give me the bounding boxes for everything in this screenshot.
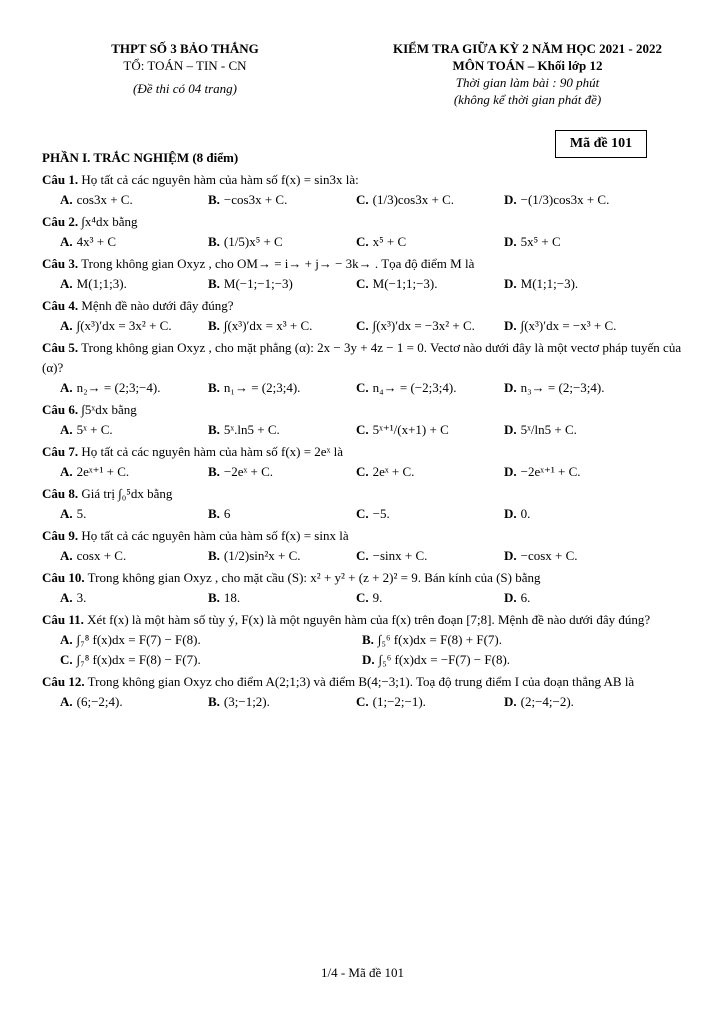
- option-text: ∫(x³)′dx = −3x² + C.: [372, 318, 475, 333]
- question-label: Câu 10.: [42, 570, 85, 585]
- option-text: cosx + C.: [76, 548, 127, 563]
- option-text: n₃→ = (2;−3;4).: [520, 380, 605, 395]
- option-label: C.: [356, 318, 369, 333]
- option-text: M(−1;1;−3).: [372, 276, 438, 291]
- answer-option: [60, 546, 208, 566]
- option-label: D.: [504, 234, 517, 249]
- question-11: [42, 610, 682, 670]
- option-text: 5ˣ.ln5 + C.: [223, 422, 280, 437]
- option-label: C.: [356, 694, 369, 709]
- answer-option: [504, 420, 652, 440]
- option-label: D.: [504, 590, 517, 605]
- answer-option: [60, 462, 208, 482]
- question-label: Câu 6.: [42, 402, 79, 417]
- school-name: THPT SỐ 3 BẢO THẮNG: [111, 41, 259, 56]
- answer-option: [362, 650, 664, 670]
- question-text: Họ tất cả các nguyên hàm của hàm số f(x) = 2eˣ là: [81, 444, 343, 459]
- option-label: A.: [60, 694, 73, 709]
- option-label: A.: [60, 276, 73, 291]
- option-text: (3;−1;2).: [223, 694, 270, 709]
- option-text: 3.: [76, 590, 87, 605]
- option-label: A.: [60, 422, 73, 437]
- option-label: C.: [356, 422, 369, 437]
- option-label: D.: [504, 380, 517, 395]
- option-label: A.: [60, 464, 73, 479]
- answer-option: [60, 274, 208, 294]
- option-text: 5x⁵ + C: [520, 234, 561, 249]
- answer-options: [42, 316, 682, 336]
- option-text: 2eˣ + C.: [372, 464, 415, 479]
- question-label: Câu 9.: [42, 528, 79, 543]
- answer-option: [356, 420, 504, 440]
- option-text: ∫(x³)′dx = −x³ + C.: [520, 318, 617, 333]
- option-text: M(1;1;3).: [76, 276, 127, 291]
- option-text: ∫(x³)′dx = 3x² + C.: [76, 318, 172, 333]
- answer-option: [356, 692, 504, 712]
- answer-option: [504, 692, 652, 712]
- answer-option: [356, 546, 504, 566]
- option-text: ∫(x³)′dx = x³ + C.: [223, 318, 313, 333]
- answer-option: [362, 630, 664, 650]
- questions-container: [42, 170, 682, 712]
- option-label: B.: [208, 590, 220, 605]
- option-text: M(1;1;−3).: [520, 276, 579, 291]
- answer-options: [42, 190, 682, 210]
- option-text: −2eˣ⁺¹ + C.: [520, 464, 581, 479]
- answer-option: [60, 630, 362, 650]
- answer-option: [208, 420, 356, 440]
- answer-option: [208, 546, 356, 566]
- answer-option: [504, 588, 652, 608]
- answer-option: [208, 316, 356, 336]
- option-text: n₄→ = (−2;3;4).: [372, 380, 457, 395]
- school-header: [60, 40, 310, 97]
- answer-option: [504, 232, 652, 252]
- answer-option: [208, 692, 356, 712]
- option-label: A.: [60, 318, 73, 333]
- answer-option: [356, 588, 504, 608]
- section-title: PHẦN I. TRẮC NGHIỆM (8 điểm): [42, 150, 239, 165]
- option-text: 5ˣ/ln5 + C.: [520, 422, 577, 437]
- option-text: ∫₅⁶ f(x)dx = F(8) + F(7).: [377, 632, 502, 647]
- answer-options: [42, 630, 682, 670]
- option-label: A.: [60, 506, 73, 521]
- answer-option: [208, 190, 356, 210]
- question-text: ∫x⁴dx bằng: [81, 214, 138, 229]
- option-label: C.: [356, 234, 369, 249]
- option-label: B.: [208, 548, 220, 563]
- answer-option: [208, 504, 356, 524]
- answer-options: [42, 692, 682, 712]
- option-text: ∫₇⁸ f(x)dx = F(7) − F(8).: [76, 632, 201, 647]
- exam-subject: MÔN TOÁN – Khối lớp 12: [452, 58, 603, 73]
- option-label: B.: [208, 192, 220, 207]
- option-label: A.: [60, 590, 73, 605]
- question-stem: [42, 442, 682, 462]
- answer-option: [60, 420, 208, 440]
- option-label: D.: [504, 548, 517, 563]
- question-stem: [42, 170, 682, 190]
- option-text: −(1/3)cos3x + C.: [520, 192, 610, 207]
- question-stem: [42, 568, 682, 588]
- option-label: D.: [504, 422, 517, 437]
- question-label: Câu 7.: [42, 444, 79, 459]
- option-text: 5ˣ⁺¹/(x+1) + C: [372, 422, 449, 437]
- answer-option: [60, 588, 208, 608]
- option-label: B.: [208, 464, 220, 479]
- question-list: [42, 150, 682, 714]
- question-label: Câu 12.: [42, 674, 85, 689]
- option-label: C.: [356, 192, 369, 207]
- option-text: M(−1;−1;−3): [223, 276, 293, 291]
- answer-option: [60, 378, 208, 398]
- option-text: (2;−4;−2).: [520, 694, 574, 709]
- option-label: B.: [362, 632, 374, 647]
- answer-option: [504, 378, 652, 398]
- exam-title: KIỂM TRA GIỮA KỲ 2 NĂM HỌC 2021 - 2022: [392, 41, 663, 56]
- option-text: ∫₅⁶ f(x)dx = −F(7) − F(8).: [378, 652, 511, 667]
- question-label: Câu 1.: [42, 172, 79, 187]
- option-text: 6.: [520, 590, 531, 605]
- option-label: D.: [504, 318, 517, 333]
- option-text: 0.: [520, 506, 531, 521]
- option-label: C.: [60, 652, 73, 667]
- option-text: n₂→ = (2;3;−4).: [76, 380, 161, 395]
- answer-option: [60, 232, 208, 252]
- answer-options: [42, 546, 682, 566]
- question-stem: [42, 254, 682, 274]
- answer-option: [208, 378, 356, 398]
- answer-option: [60, 650, 362, 670]
- question-stem: [42, 484, 682, 504]
- answer-options: [42, 504, 682, 524]
- option-text: 9.: [372, 590, 383, 605]
- exam-time-note: (không kể thời gian phát đề): [453, 92, 602, 107]
- option-text: −cos3x + C.: [223, 192, 288, 207]
- option-label: D.: [504, 192, 517, 207]
- question-10: [42, 568, 682, 608]
- question-text: Trong không gian Oxyz , cho mặt phẳng (α): 2x − 3y + 4z − 1 = 0. Vectơ nào dưới đây là một vectơ pháp tuyến của (α)?: [42, 340, 682, 375]
- question-stem: [42, 296, 682, 316]
- option-text: (1;−2;−1).: [372, 694, 426, 709]
- option-text: −2eˣ + C.: [223, 464, 274, 479]
- question-label: Câu 2.: [42, 214, 79, 229]
- answer-option: [356, 462, 504, 482]
- answer-option: [504, 546, 652, 566]
- option-label: C.: [356, 548, 369, 563]
- question-4: [42, 296, 682, 336]
- option-label: D.: [504, 276, 517, 291]
- question-label: Câu 11.: [42, 612, 84, 627]
- question-text: Trong không gian Oxyz , cho OM→ = i→ + j→ − 3k→ . Tọa độ điểm M là: [81, 256, 475, 271]
- question-text: ∫5ˣdx bằng: [81, 402, 137, 417]
- option-label: B.: [208, 318, 220, 333]
- question-6: [42, 400, 682, 440]
- question-stem: [42, 672, 682, 692]
- answer-options: [42, 274, 682, 294]
- question-stem: [42, 212, 682, 232]
- option-label: A.: [60, 632, 73, 647]
- answer-options: [42, 378, 682, 398]
- option-text: cos3x + C.: [76, 192, 133, 207]
- question-text: Họ tất cả các nguyên hàm của hàm số f(x) = sin3x là:: [81, 172, 359, 187]
- option-text: 2eˣ⁺¹ + C.: [76, 464, 130, 479]
- question-text: Họ tất cả các nguyên hàm của hàm số f(x) = sinx là: [81, 528, 349, 543]
- exam-code-box: Mã đề 101: [555, 130, 647, 158]
- question-stem: [42, 400, 682, 420]
- option-text: (6;−2;4).: [76, 694, 123, 709]
- answer-option: [208, 274, 356, 294]
- option-label: B.: [208, 276, 220, 291]
- answer-option: [504, 462, 652, 482]
- answer-options: [42, 588, 682, 608]
- option-text: (1/5)x⁵ + C: [223, 234, 283, 249]
- option-text: n₁→ = (2;3;4).: [223, 380, 301, 395]
- option-label: C.: [356, 380, 369, 395]
- answer-option: [60, 692, 208, 712]
- question-label: Câu 5.: [42, 340, 79, 355]
- answer-option: [504, 316, 652, 336]
- question-stem: [42, 526, 682, 546]
- option-label: A.: [60, 192, 73, 207]
- question-label: Câu 8.: [42, 486, 79, 501]
- question-12: [42, 672, 682, 712]
- option-text: 18.: [223, 590, 241, 605]
- option-label: D.: [362, 652, 375, 667]
- option-text: 5ˣ + C.: [76, 422, 113, 437]
- option-text: −5.: [372, 506, 390, 521]
- question-9: [42, 526, 682, 566]
- option-label: B.: [208, 506, 220, 521]
- answer-option: [208, 462, 356, 482]
- question-8: [42, 484, 682, 524]
- answer-options: [42, 462, 682, 482]
- option-label: A.: [60, 234, 73, 249]
- option-label: B.: [208, 422, 220, 437]
- option-text: (1/2)sin²x + C.: [223, 548, 301, 563]
- option-label: A.: [60, 548, 73, 563]
- question-label: Câu 3.: [42, 256, 79, 271]
- exam-header: [350, 40, 705, 108]
- answer-option: [356, 190, 504, 210]
- exam-time: Thời gian làm bài : 90 phút: [455, 75, 600, 90]
- option-text: ∫₇⁸ f(x)dx = F(8) − F(7).: [76, 652, 201, 667]
- answer-option: [356, 274, 504, 294]
- option-text: 5.: [76, 506, 87, 521]
- option-text: x⁵ + C: [372, 234, 407, 249]
- option-text: −sinx + C.: [372, 548, 428, 563]
- answer-option: [356, 316, 504, 336]
- question-1: [42, 170, 682, 210]
- answer-option: [356, 232, 504, 252]
- answer-option: [60, 316, 208, 336]
- question-5: [42, 338, 682, 398]
- answer-options: [42, 420, 682, 440]
- question-stem: [42, 338, 682, 378]
- answer-option: [356, 504, 504, 524]
- option-label: C.: [356, 276, 369, 291]
- answer-option: [504, 274, 652, 294]
- option-label: C.: [356, 590, 369, 605]
- question-label: Câu 4.: [42, 298, 79, 313]
- option-label: B.: [208, 234, 220, 249]
- pages-note: (Đề thi có 04 trang): [133, 81, 237, 96]
- question-text: Trong không gian Oxyz cho điểm A(2;1;3) và điểm B(4;−3;1). Toạ độ trung điểm I của đoạn thẳng AB là: [87, 674, 635, 689]
- question-text: Giá trị ∫₀⁵dx bằng: [81, 486, 173, 501]
- option-label: B.: [208, 380, 220, 395]
- option-label: D.: [504, 464, 517, 479]
- answer-option: [60, 190, 208, 210]
- answer-option: [504, 504, 652, 524]
- option-text: −cosx + C.: [520, 548, 578, 563]
- department-name: TỔ: TOÁN – TIN - CN: [123, 58, 247, 73]
- option-text: 4x³ + C: [76, 234, 117, 249]
- option-label: D.: [504, 694, 517, 709]
- option-label: D.: [504, 506, 517, 521]
- answer-option: [356, 378, 504, 398]
- answer-option: [60, 504, 208, 524]
- option-label: C.: [356, 464, 369, 479]
- option-text: 6: [223, 506, 231, 521]
- option-label: C.: [356, 506, 369, 521]
- question-3: [42, 254, 682, 294]
- question-text: Trong không gian Oxyz , cho mặt cầu (S): x² + y² + (z + 2)² = 9. Bán kính của (S) bằng: [87, 570, 541, 585]
- answer-option: [208, 232, 356, 252]
- question-stem: [42, 610, 682, 630]
- question-7: [42, 442, 682, 482]
- option-text: (1/3)cos3x + C.: [372, 192, 454, 207]
- answer-option: [504, 190, 652, 210]
- option-label: B.: [208, 694, 220, 709]
- answer-options: [42, 232, 682, 252]
- page-footer: 1/4 - Mã đề 101: [320, 965, 405, 980]
- option-label: A.: [60, 380, 73, 395]
- answer-option: [208, 588, 356, 608]
- question-2: [42, 212, 682, 252]
- question-text: Mệnh đề nào dưới đây đúng?: [81, 298, 234, 313]
- question-text: Xét f(x) là một hàm số tùy ý, F(x) là một nguyên hàm của f(x) trên đoạn [7;8]. Mệnh đề nào dưới đây đúng?: [87, 612, 651, 627]
